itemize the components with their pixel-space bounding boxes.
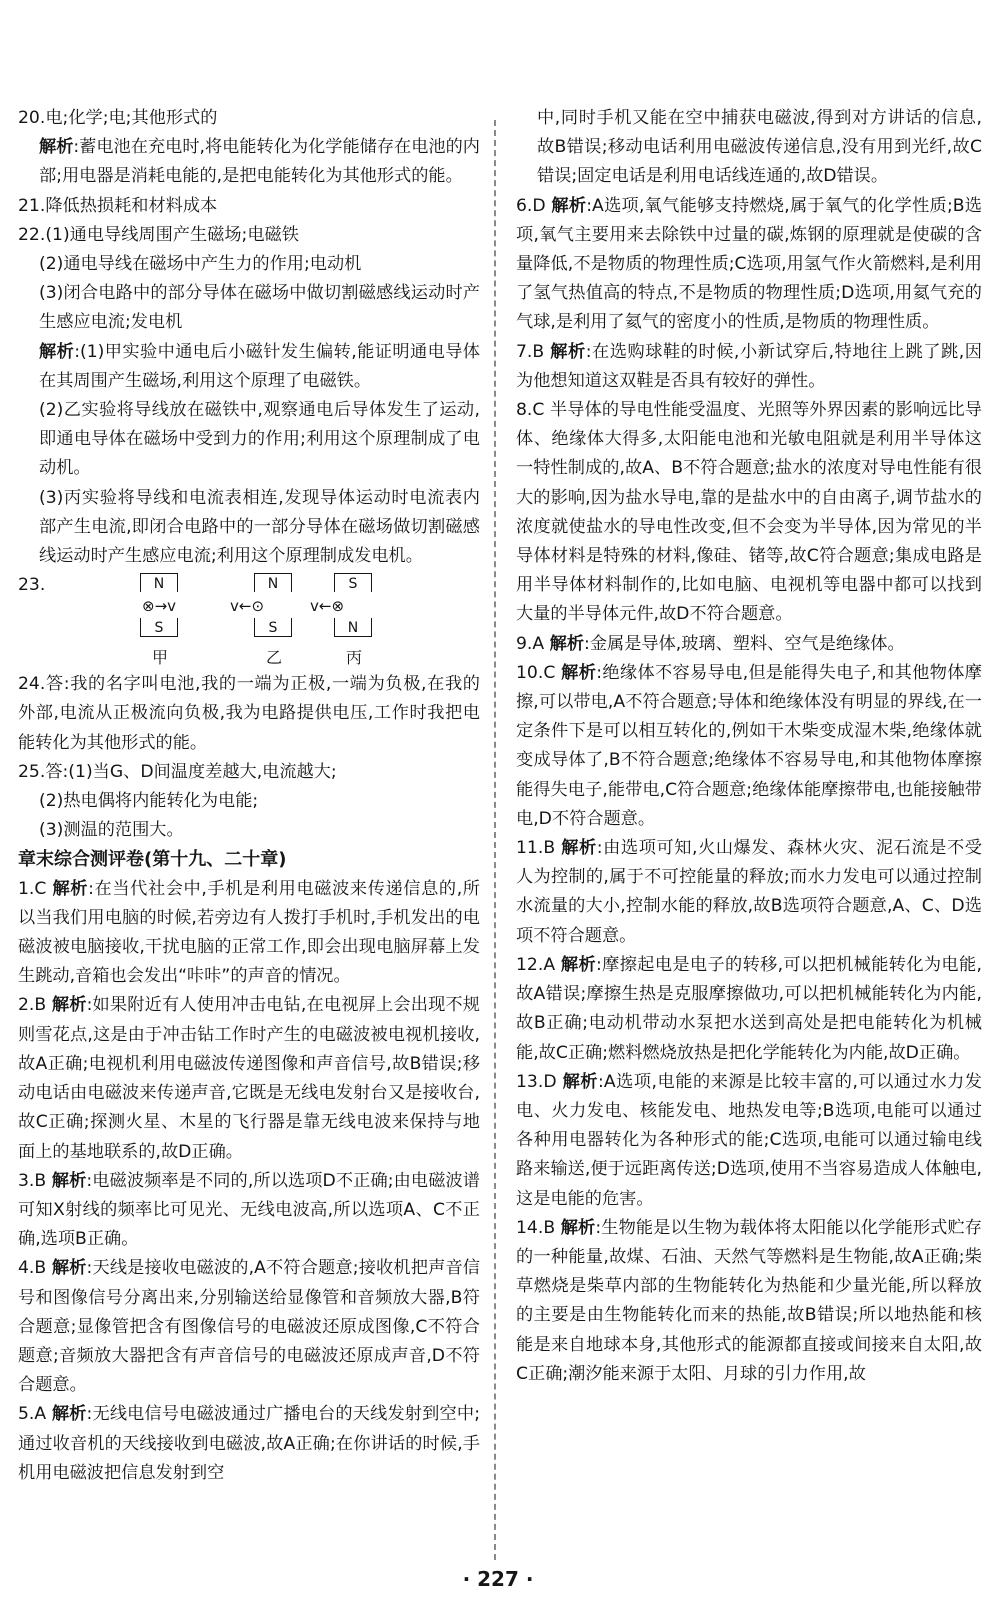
magnet-bing bbox=[334, 573, 372, 592]
q22-answer-2: (2)通电导线在磁场中产生力的作用;电动机 bbox=[39, 254, 362, 275]
q25-answer-2: (2)热电偶将内能转化为电能; bbox=[39, 791, 259, 812]
answer-1: 1.C 解析:在当代社会中,手机是利用电磁波来传递信息的,所以当我们用电脑的时候,若旁边有人拨打手机时,手机发出的电磁波被电脑接收,干扰电脑的正常工作,即会出现电脑屏幕上发生跳动,音箱也会发出“咔咔”的声音的情况。 bbox=[18, 878, 480, 987]
answer-10: 10.C 解析:绝缘体不容易导电,但是能得失电子,和其他物体摩擦,可以带电,A不符合题意;导体和绝缘体没有明显的界线,在一定条件下是可以相互转化的,例如干木柴变成湿木柴,绝缘体就变成导体了,B不符合题意;绝缘体不容易导电,和其他物体摩擦能得失电子,能带电,C符合题意;绝缘体能摩擦带电,也能接触带电,D不符合题意。 bbox=[516, 662, 982, 829]
answer-9: 9.A 解析:金属是导体,玻璃、塑料、空气是绝缘体。 bbox=[516, 633, 905, 654]
column-divider bbox=[494, 120, 496, 1560]
q22-explanation-1: 解析:(1)甲实验中通电后小磁针发生偏转,能证明通电导体在其周围产生磁场,利用这个原理了电磁铁。 bbox=[39, 341, 480, 391]
answer-2: 2.B 解析:如果附近有人使用冲击电钻,在电视屏上会出现不规则雪花点,这是由于冲击钻工作时产生的电磁波被电视机接收,故A正确;电视机利用电磁波传递图像和声音信号,故B错误;移动电话由电磁波来传递声音,它既是无线电发射台又是接收台,故C正确;探测火星、木星的飞行器是靠无线电波来保持与地面上的基地联系的,故D正确。 bbox=[18, 995, 480, 1162]
answer-13: 13.D 解析:A选项,电能的来源是比较丰富的,可以通过水力发电、火力发电、核能发电、地热发电等;B选项,电能可以通过各种用电器转化为各种形式的能;C选项,电能可以通过输电线路来输送,便于远距离传送;D选项,使用不当容易造成人体触电,这是电能的危害。 bbox=[516, 1071, 982, 1209]
section-title: 章末综合测评卷(第十九、二十章) bbox=[18, 849, 287, 871]
magnet-yi-lower bbox=[254, 618, 292, 637]
magnet-jia-wire: ⊗→v bbox=[142, 597, 177, 616]
magnet-yi-wire: v←⊙ bbox=[230, 597, 265, 616]
magnet-yi bbox=[254, 573, 292, 592]
magnet-jia-lower bbox=[140, 618, 178, 637]
q21-answer: 21.降低热损耗和材料成本 bbox=[18, 195, 218, 216]
magnet-yi-top-pole: N bbox=[254, 573, 292, 592]
right-column bbox=[516, 104, 982, 1389]
label-bing: 丙 bbox=[346, 648, 363, 668]
answer-8: 8.C 半导体的导电性能受温度、光照等外界因素的影响远比导体、绝缘体大得多,太阳能电池和光敏电阻就是利用半导体这一特性制成的,故A、B不符合题意;盐水的浓度对导电性能有很大的影响,因为盐水导电,靠的是盐水中的自由离子,调节盐水的浓度就使盐水的导电性改变,但不会变为半导体,因为常见的半导体材料是特殊的材料,像硅、锗等,故C符合题意;集成电路是用半导体材料制作的,比如电脑、电视机等电器中都可以找到大量的半导体元件,故D不符合题意。 bbox=[516, 400, 982, 625]
magnet-jia-bottom-pole: S bbox=[140, 618, 178, 637]
q25-answer-1: 25.答:(1)当G、D间温度差越大,电流越大; bbox=[18, 761, 337, 782]
page-number: · 227 · bbox=[462, 1567, 534, 1591]
q22-explanation-2: (2)乙实验将导线放在磁铁中,观察通电后导体发生了运动,即通电导体在磁场中受到力的作用;利用这个原理制成了电动机。 bbox=[39, 400, 480, 479]
q22-answer-3: (3)闭合电路中的部分导体在磁场中做切割磁感线运动时产生感应电流;发电机 bbox=[39, 283, 480, 333]
answer-6: 6.D 解析:A选项,氧气能够支持燃烧,属于氧气的化学性质;B选项,氧气主要用来去除铁中过量的碳,炼钢的原理就是使碳的含量降低,不是物质的物理性质;C选项,用氢气作火箭燃料,是利用了氢气热值高的特点,不是物质的物理性质;D选项,用氦气充的气球,是利用了氦气的密度小的性质,是物质的物理性质。 bbox=[516, 195, 982, 333]
answer-5-continued: 中,同时手机又能在空中捕获电磁波,得到对方讲话的信息,故B错误;移动电话利用电磁波传递信息,没有用到光纤,故C错误;固定电话是利用电话线连通的,故D错误。 bbox=[537, 108, 982, 187]
q23-number: 23. bbox=[18, 575, 46, 596]
answer-12: 12.A 解析:摩擦起电是电子的转移,可以把机械能转化为电能,故A错误;摩擦生热是克服摩擦做功,可以把机械能转化为内能,故B正确;电动机带动水泵把水送到高处是把电能转化为机械能,故C正确;燃料燃烧放热是把化学能转化为内能,故D正确。 bbox=[516, 954, 982, 1063]
answer-4: 4.B 解析:天线是接收电磁波的,A不符合题意;接收机把声音信号和图像信号分离出来,分别输送给显像管和音频放大器,B符合题意;显像管把含有图像信号的电磁波还原成图像,C不符合题意;音频放大器把含有声音信号的电磁波还原成声音,D不符合题意。 bbox=[18, 1258, 480, 1396]
q24-answer: 24.答:我的名字叫电池,我的一端为正极,一端为负极,在我的外部,电流从正极流向负极,我为电路提供电压,工作时我把电能转化为其他形式的能。 bbox=[18, 674, 480, 753]
answer-14: 14.B 解析:生物能是以生物为载体将太阳能以化学能形式贮存的一种能量,故煤、石油、天然气等燃料是生物能,故A正确;柴草燃烧是柴草内部的生物能转化为热能和少量光能,所以释放的主要是由生物能转化而来的热能,故B错误;所以地热能和核能是来自地球本身,其他形式的能源都直接或间接来自太阳,故C正确;潮汐能来源于太阳、月球的引力作用,故 bbox=[516, 1217, 982, 1384]
magnet-jia bbox=[140, 573, 178, 592]
answer-11: 11.B 解析:由选项可知,火山爆发、森林火灾、泥石流是不受人为控制的,属于不可控能量的释放;而水力发电可以通过控制水流量的大小,控制水能的释放,故B选项符合题意,A、C、D选项不符合题意。 bbox=[516, 838, 982, 946]
q23-magnet-diagrams bbox=[18, 571, 480, 670]
label-yi: 乙 bbox=[266, 648, 283, 668]
answer-3: 3.B 解析:电磁波频率是不同的,所以选项D不正确;由电磁波谱可知X射线的频率比可见光、无线电波高,所以选项A、C不正确,选项B正确。 bbox=[18, 1170, 480, 1250]
magnet-yi-bottom-pole: S bbox=[254, 618, 292, 637]
left-column bbox=[18, 104, 480, 1488]
q22-answer-1: 22.(1)通电导线周围产生磁场;电磁铁 bbox=[18, 224, 299, 245]
q20-explanation: 解析:蓄电池在充电时,将电能转化为化学能储存在电池的内部;用电器是消耗电能的,是把电能转化为其他形式的能。 bbox=[39, 137, 480, 187]
magnet-bing-lower bbox=[334, 618, 372, 637]
answer-5: 5.A 解析:无线电信号电磁波通过广播电台的天线发射到空中;通过收音机的天线接收到电磁波,故A正确;在你讲话的时候,手机用电磁波把信息发射到空 bbox=[18, 1404, 480, 1483]
label-jia: 甲 bbox=[152, 648, 169, 668]
q20-answer: 20.电;化学;电;其他形式的 bbox=[18, 108, 218, 128]
q25-answer-3: (3)测温的范围大。 bbox=[39, 820, 184, 841]
answer-7: 7.B 解析:在选购球鞋的时候,小新试穿后,特地往上跳了跳,因为他想知道这双鞋是否具有较好的弹性。 bbox=[516, 341, 982, 391]
magnet-bing-wire: v←⊗ bbox=[310, 597, 345, 616]
magnet-jia-top-pole: N bbox=[140, 573, 178, 592]
magnet-bing-top-pole: S bbox=[334, 573, 372, 592]
q22-explanation-3: (3)丙实验将导线和电流表相连,发现导体运动时电流表内部产生电流,即闭合电路中的一部分导体在磁场做切割磁感线运动时产生感应电流;利用这个原理制成发电机。 bbox=[39, 487, 480, 567]
magnet-bing-bottom-pole: N bbox=[334, 618, 372, 637]
